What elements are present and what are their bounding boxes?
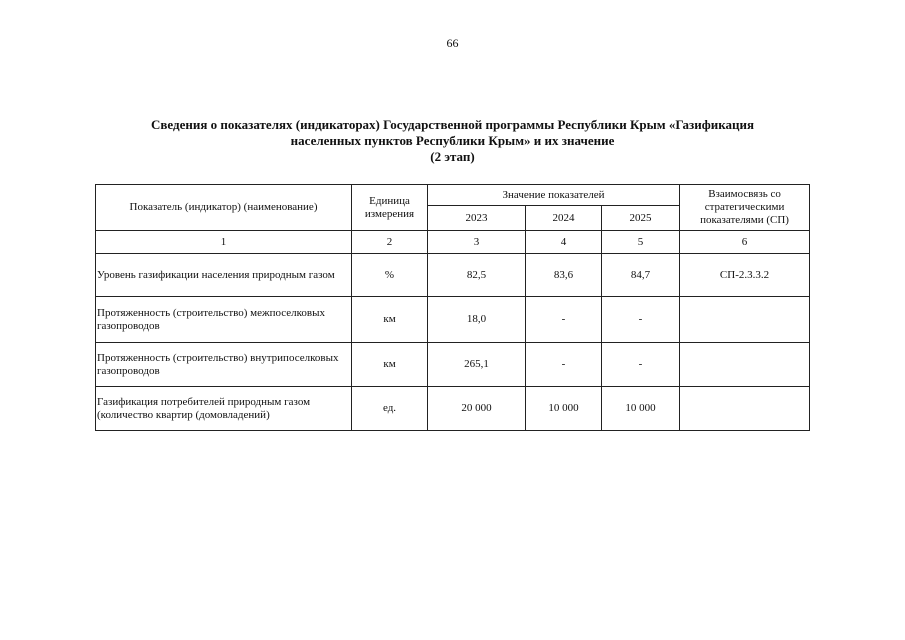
- relation-cell: [680, 297, 810, 343]
- table-header-row: [96, 185, 810, 206]
- value-2023-cell: 18,0: [428, 297, 526, 343]
- column-number: 6: [680, 231, 810, 254]
- value-2025-cell: 84,7: [602, 254, 680, 297]
- value-2024-cell: -: [526, 297, 602, 343]
- value-2025-cell: -: [602, 297, 680, 343]
- value-2023-cell: 265,1: [428, 343, 526, 387]
- column-number: 4: [526, 231, 602, 254]
- header-year-2023: 2023: [428, 206, 526, 231]
- relation-cell: СП-2.3.3.2: [680, 254, 810, 297]
- header-values-group: Значение показателей: [428, 185, 680, 206]
- relation-cell: [680, 343, 810, 387]
- table-row: [96, 254, 810, 297]
- title-line-1: Сведения о показателях (индикаторах) Государственной программы Республики Крым «Газификация: [151, 117, 754, 132]
- indicators-table: [95, 184, 810, 431]
- page-number: 66: [446, 36, 459, 50]
- unit-cell: ед.: [352, 387, 428, 431]
- value-2024-cell: 10 000: [526, 387, 602, 431]
- indicator-cell: Протяженность (строительство) межпоселковых газопроводов: [96, 297, 352, 343]
- value-2023-cell: 82,5: [428, 254, 526, 297]
- unit-cell: км: [352, 297, 428, 343]
- column-number: 1: [96, 231, 352, 254]
- table-row: [96, 387, 810, 431]
- unit-cell: км: [352, 343, 428, 387]
- title-line-2: населенных пунктов Республики Крым» и их значение: [290, 133, 615, 148]
- value-2024-cell: -: [526, 343, 602, 387]
- title-line-3: (2 этап): [430, 149, 475, 164]
- table-row: [96, 343, 810, 387]
- header-year-2025: 2025: [602, 206, 680, 231]
- indicator-cell: Уровень газификации населения природным газом: [96, 254, 352, 297]
- unit-cell: %: [352, 254, 428, 297]
- column-number: 2: [352, 231, 428, 254]
- column-numbers-row: [96, 231, 810, 254]
- document-title: [60, 117, 845, 165]
- header-indicator: Показатель (индикатор) (наименование): [96, 185, 352, 231]
- header-unit: Единица измерения: [352, 185, 428, 231]
- indicator-cell: Газификация потребителей природным газом (количество квартир (домовладений): [96, 387, 352, 431]
- indicator-cell: Протяженность (строительство) внутрипоселковых газопроводов: [96, 343, 352, 387]
- value-2024-cell: 83,6: [526, 254, 602, 297]
- header-relation: Взаимосвязь со стратегическими показателями (СП): [680, 185, 810, 231]
- relation-cell: [680, 387, 810, 431]
- value-2025-cell: 10 000: [602, 387, 680, 431]
- value-2023-cell: 20 000: [428, 387, 526, 431]
- header-year-2024: 2024: [526, 206, 602, 231]
- column-number: 5: [602, 231, 680, 254]
- value-2025-cell: -: [602, 343, 680, 387]
- table-row: [96, 297, 810, 343]
- column-number: 3: [428, 231, 526, 254]
